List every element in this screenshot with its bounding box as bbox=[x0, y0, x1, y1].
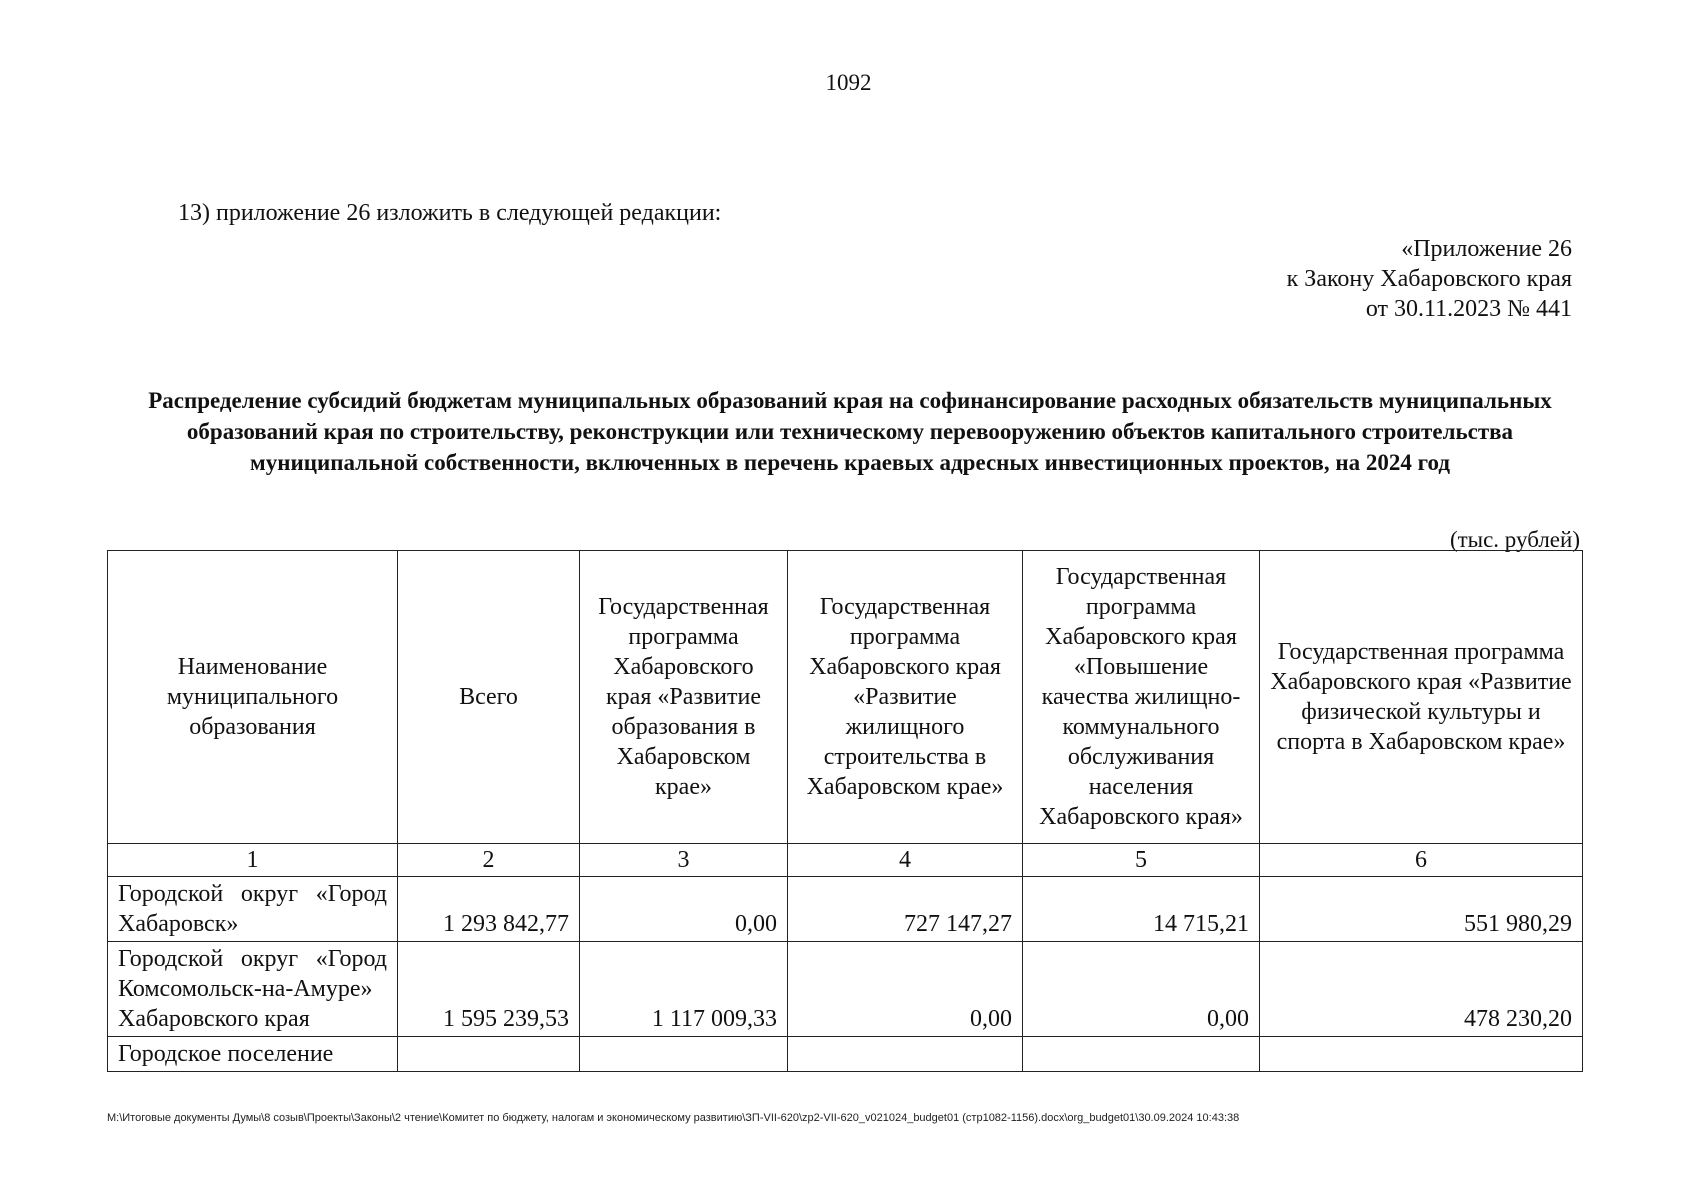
column-number: 2 bbox=[398, 844, 580, 877]
instruction-text: 13) приложение 26 изложить в следующей редакции: bbox=[178, 200, 722, 226]
column-number: 1 bbox=[108, 844, 398, 877]
value-housing: 727 147,27 bbox=[788, 877, 1023, 942]
value-education bbox=[580, 1037, 788, 1072]
column-number: 4 bbox=[788, 844, 1023, 877]
value-sports: 551 980,29 bbox=[1260, 877, 1583, 942]
table-row bbox=[108, 1037, 1583, 1072]
value-utilities: 0,00 bbox=[1023, 942, 1260, 1037]
table-header-row bbox=[108, 551, 1583, 844]
value-education: 1 117 009,33 bbox=[580, 942, 788, 1037]
municipality-name: Городской округ «Город Хабаровск» bbox=[108, 877, 398, 942]
value-utilities bbox=[1023, 1037, 1260, 1072]
column-number: 6 bbox=[1260, 844, 1583, 877]
municipality-name: Городской округ «Город Комсомольск-на-Амуре» Хабаровского края bbox=[108, 942, 398, 1037]
page-number: 1092 bbox=[825, 70, 872, 95]
municipality-name: Городское поселение bbox=[108, 1037, 398, 1072]
units-label: (тыс. рублей) bbox=[1449, 527, 1580, 552]
appendix-ref-line-3: от 30.11.2023 № 441 bbox=[1365, 296, 1572, 322]
column-number: 5 bbox=[1023, 844, 1260, 877]
table-row bbox=[108, 877, 1583, 942]
value-total: 1 293 842,77 bbox=[398, 877, 580, 942]
subsidies-table bbox=[107, 550, 1583, 1072]
value-sports bbox=[1260, 1037, 1583, 1072]
column-number: 3 bbox=[580, 844, 788, 877]
header-municipality-name: Наименование муниципального образования bbox=[108, 551, 398, 844]
value-utilities: 14 715,21 bbox=[1023, 877, 1260, 942]
header-program-utilities: Государственная программа Хабаровского края «Повышение качества жилищно-коммунального обслуживания населения Хабаровского края» bbox=[1023, 551, 1260, 844]
value-education: 0,00 bbox=[580, 877, 788, 942]
appendix-reference bbox=[1287, 234, 1572, 324]
value-housing bbox=[788, 1037, 1023, 1072]
value-total: 1 595 239,53 bbox=[398, 942, 580, 1037]
document-title: Распределение субсидий бюджетам муниципальных образований края на софинансирование расходных обязательств муниципальных образований края по строительству, реконструкции или техническому перевооружению объектов капитального строительства муниципальной собственности, включенных в перечень краевых адресных инвестиционных проектов, на 2024 год bbox=[148, 388, 1552, 475]
appendix-ref-line-1: «Приложение 26 bbox=[1401, 236, 1572, 262]
appendix-ref-line-2: к Закону Хабаровского края bbox=[1286, 266, 1572, 292]
header-total: Всего bbox=[398, 551, 580, 844]
footer-file-path: M:\Итоговые документы Думы\8 созыв\Проекты\Законы\2 чтение\Комитет по бюджету, налогам и экономическому развитию\ЗП-VII-620\zp2-VII-620_v021024_budget01 (стр1082-1156).docx\org_budget01\30.09.2024 10:43:38 bbox=[107, 1112, 1240, 1124]
column-number-row bbox=[108, 844, 1583, 877]
header-program-sports: Государственная программа Хабаровского края «Развитие физической культуры и спорта в Хабаровском крае» bbox=[1260, 551, 1583, 844]
table-row bbox=[108, 942, 1583, 1037]
header-program-education: Государственная программа Хабаровского края «Развитие образования в Хабаровском крае» bbox=[580, 551, 788, 844]
value-total bbox=[398, 1037, 580, 1072]
value-housing: 0,00 bbox=[788, 942, 1023, 1037]
value-sports: 478 230,20 bbox=[1260, 942, 1583, 1037]
header-program-housing: Государственная программа Хабаровского края «Развитие жилищного строительства в Хабаровском крае» bbox=[788, 551, 1023, 844]
